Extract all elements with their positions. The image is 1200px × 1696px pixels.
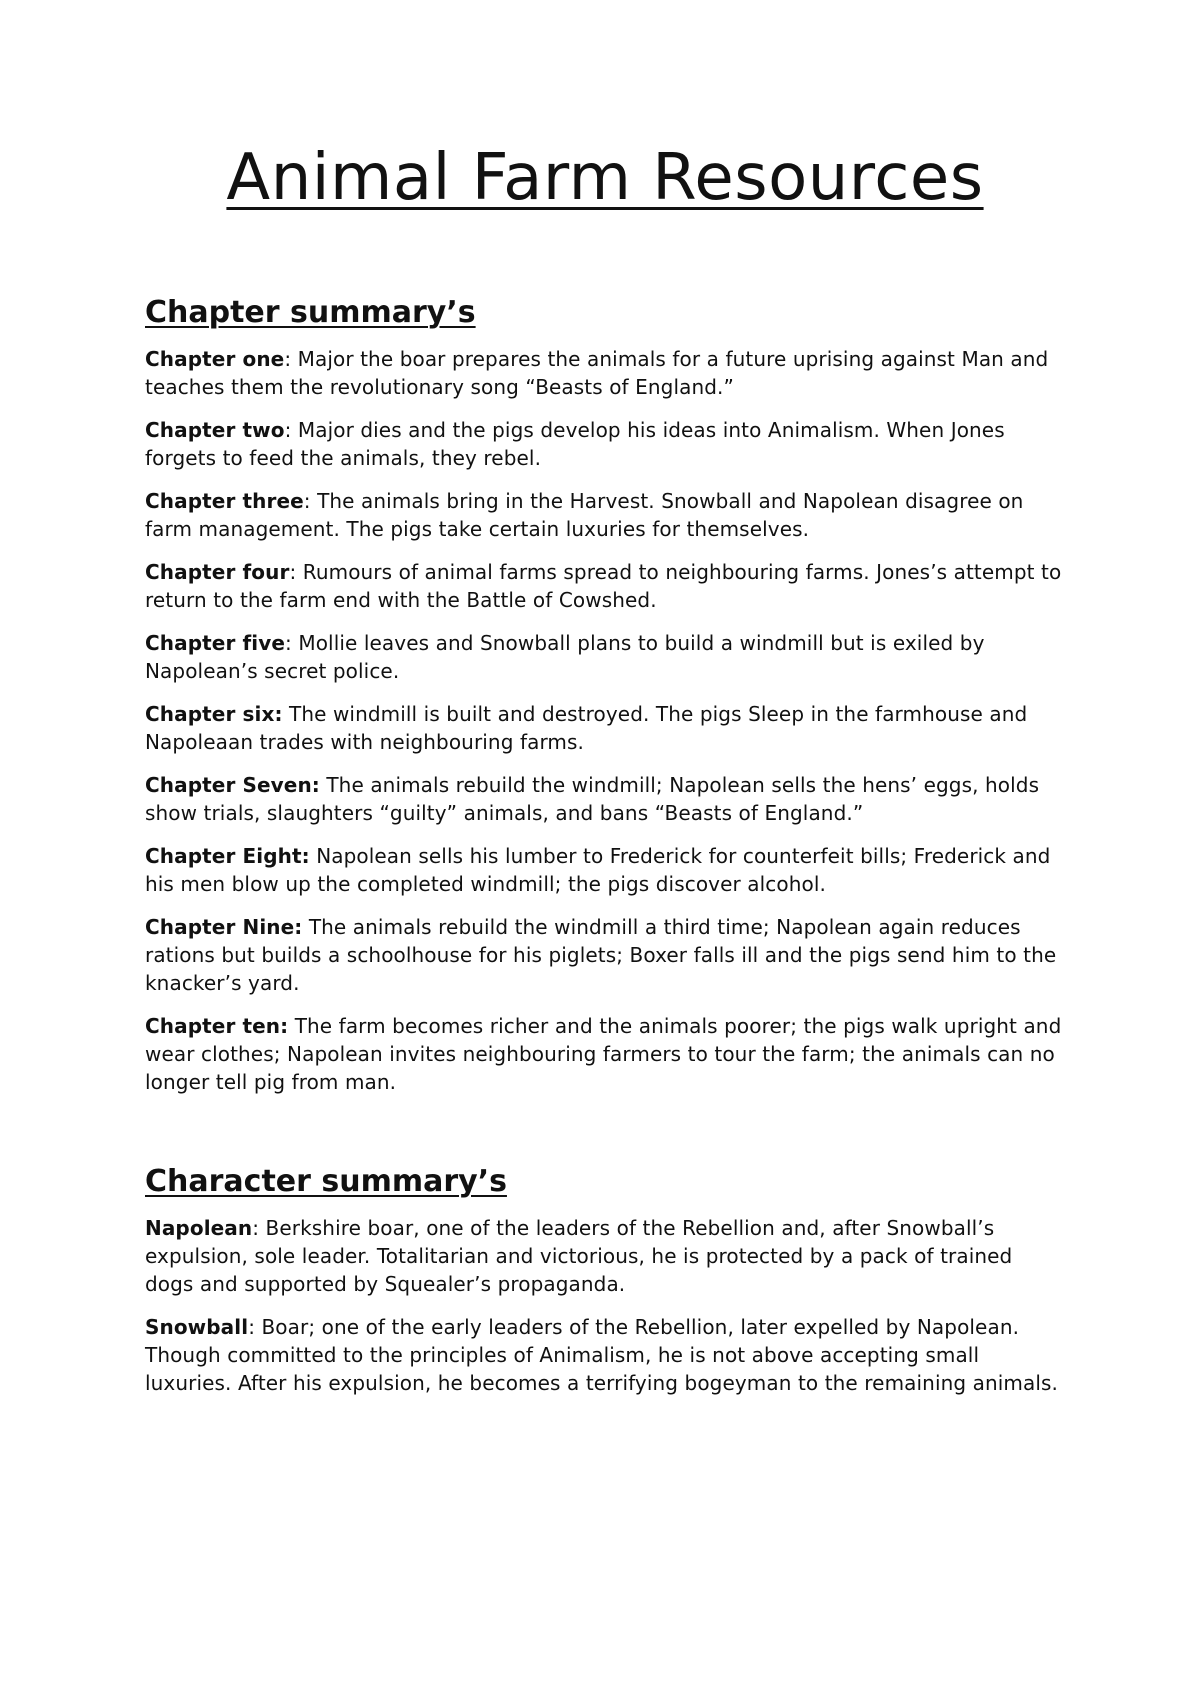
- chapter-entry-six: [145, 700, 1065, 756]
- chapter-text: Napolean sells his lumber to Frederick for counterfeit bills; Frederick and his men blow up the completed windmill; the pigs discover alcohol.: [145, 843, 1051, 896]
- chapter-label: Chapter three: [145, 488, 304, 513]
- chapter-entry-two: [145, 416, 1065, 472]
- chapter-entry-three: [145, 487, 1065, 543]
- chapter-summaries-heading: Chapter summary’s: [145, 294, 476, 330]
- character-entry-napolean: [145, 1214, 1065, 1298]
- chapter-label: Chapter one: [145, 346, 285, 371]
- chapter-entry-five: [145, 629, 1065, 685]
- chapter-label: Chapter two: [145, 417, 285, 442]
- character-separator: :: [252, 1215, 266, 1240]
- document-title: Animal Farm Resources: [226, 141, 984, 215]
- chapter-separator: :: [285, 630, 299, 655]
- character-summaries-list: [145, 1214, 1065, 1397]
- chapter-label: Chapter six:: [145, 701, 283, 726]
- character-label: Napolean: [145, 1215, 253, 1240]
- character-label: Snowball: [145, 1314, 249, 1339]
- chapter-entry-one: [145, 345, 1065, 401]
- chapter-text: Major dies and the pigs develop his ideas into Animalism. When Jones forgets to feed the animals, they rebel.: [145, 417, 1005, 470]
- chapter-text: Mollie leaves and Snowball plans to build a windmill but is exiled by Napolean’s secret police.: [145, 630, 985, 683]
- character-summaries-heading: Character summary’s: [145, 1163, 507, 1199]
- chapter-text: Major the boar prepares the animals for a future uprising against Man and teaches them the revolutionary song “Beasts of England.”: [145, 346, 1049, 399]
- chapter-label: Chapter Seven:: [145, 772, 320, 797]
- chapter-entry-ten: [145, 1012, 1065, 1096]
- chapter-text: The windmill is built and destroyed. The pigs Sleep in the farmhouse and Napoleaan trades with neighbouring farms.: [145, 701, 1028, 754]
- chapter-label: Chapter ten:: [145, 1013, 289, 1038]
- chapter-text: The animals rebuild the windmill a third time; Napolean again reduces rations but builds a schoolhouse for his piglets; Boxer falls ill and the pigs send him to the knacker’s yard.: [145, 914, 1057, 995]
- chapter-entry-nine: [145, 913, 1065, 997]
- document-page: [145, 140, 1065, 1412]
- character-entry-snowball: [145, 1313, 1065, 1397]
- chapter-separator: :: [289, 559, 303, 584]
- chapter-text: The farm becomes richer and the animals poorer; the pigs walk upright and wear clothes; Napolean invites neighbouring farmers to tour the farm; the animals can no longer tell pig from man.: [145, 1013, 1062, 1094]
- chapter-summaries-list: [145, 345, 1065, 1096]
- chapter-text: Rumours of animal farms spread to neighbouring farms. Jones’s attempt to return to the farm end with the Battle of Cowshed.: [145, 559, 1062, 612]
- character-separator: :: [248, 1314, 262, 1339]
- chapter-label: Chapter five: [145, 630, 286, 655]
- chapter-entry-seven: [145, 771, 1065, 827]
- chapter-label: Chapter Nine:: [145, 914, 303, 939]
- chapter-label: Chapter Eight:: [145, 843, 310, 868]
- chapter-label: Chapter four: [145, 559, 290, 584]
- chapter-separator: :: [284, 346, 298, 371]
- chapter-text: The animals bring in the Harvest. Snowball and Napolean disagree on farm management. The pigs take certain luxuries for themselves.: [145, 488, 1024, 541]
- chapter-entry-four: [145, 558, 1065, 614]
- chapter-entry-eight: [145, 842, 1065, 898]
- character-text: Berkshire boar, one of the leaders of the Rebellion and, after Snowball’s expulsion, sole leader. Totalitarian and victorious, he is protected by a pack of trained dogs and supported by Squealer’s propaganda.: [145, 1215, 1013, 1296]
- chapter-text: The animals rebuild the windmill; Napolean sells the hens’ eggs, holds show trials, slaughters “guilty” animals, and bans “Beasts of England.”: [145, 772, 1040, 825]
- chapter-separator: :: [284, 417, 298, 442]
- chapter-separator: :: [303, 488, 318, 513]
- character-text: Boar; one of the early leaders of the Rebellion, later expelled by Napolean. Though committed to the principles of Animalism, he is not above accepting small luxuries. After his expulsion, he becomes a terrifying bogeyman to the remaining animals.: [145, 1314, 1058, 1395]
